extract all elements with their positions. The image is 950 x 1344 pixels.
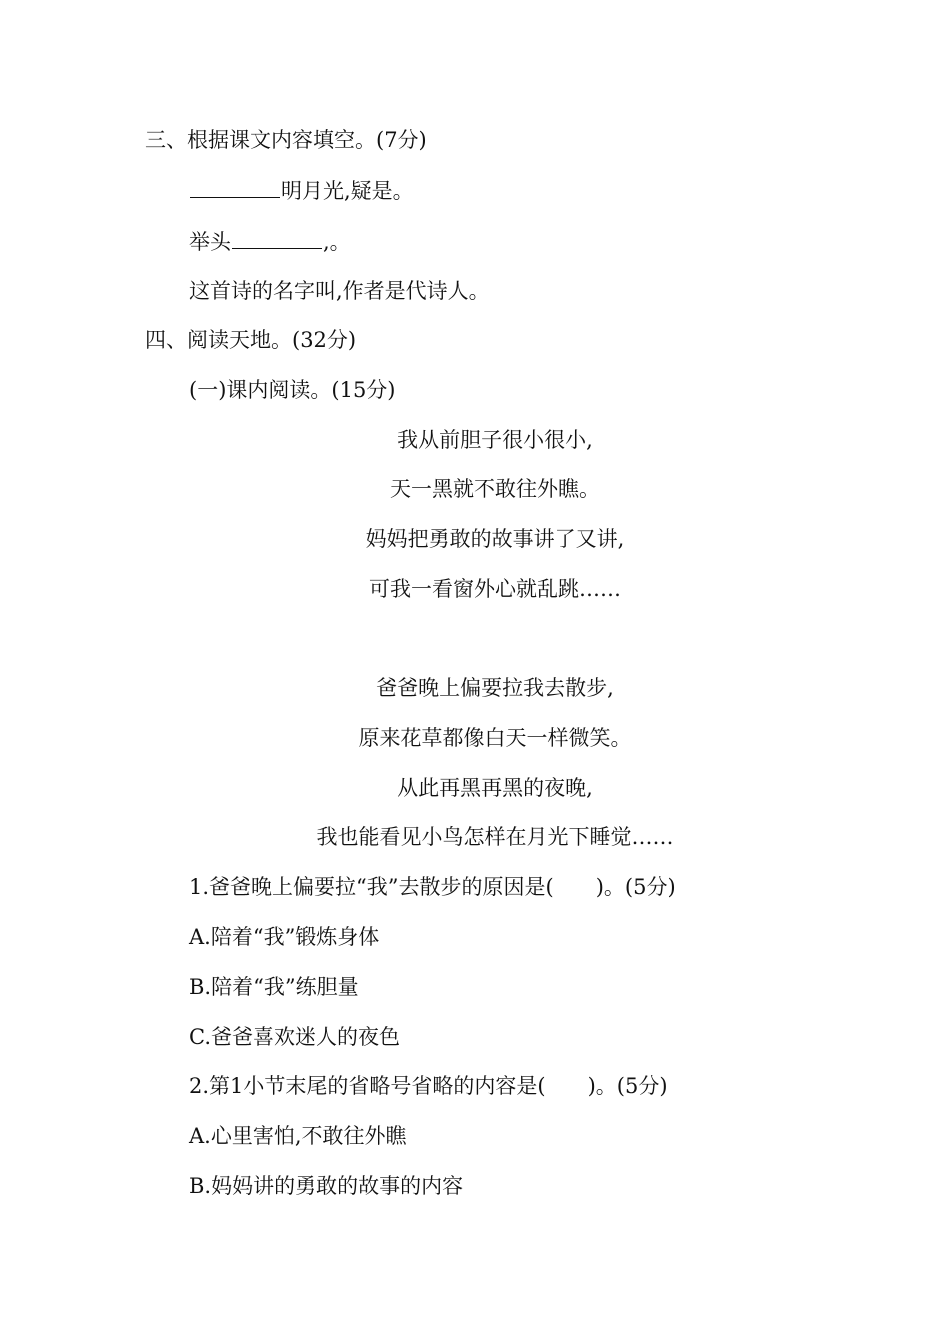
- fill-line-3: 这首诗的名字叫,作者是代诗人。: [189, 279, 490, 303]
- fill-line-2-prefix: 举头: [189, 230, 231, 254]
- section4-sub-heading: (一)课内阅读。(15分): [189, 378, 396, 402]
- poem-line: 天一黑就不敢往外瞧。: [390, 477, 600, 501]
- section3-heading: 三、根据课文内容填空。(7分): [145, 128, 427, 152]
- section4-heading: 四、阅读天地。(32分): [145, 328, 357, 352]
- fill-line-2: [189, 226, 351, 256]
- fill-line-1: [189, 175, 414, 205]
- question-1-stem: 1.爸爸晚上偏要拉“我”去散步的原因是( )。(5分): [189, 875, 676, 899]
- poem-line: 我从前胆子很小很小,: [397, 428, 593, 452]
- question-2-option-a[interactable]: A.心里害怕,不敢往外瞧: [189, 1124, 407, 1148]
- question-2-stem: 2.第1小节末尾的省略号省略的内容是( )。(5分): [189, 1074, 668, 1098]
- question-2-option-b[interactable]: B.妈妈讲的勇敢的故事的内容: [189, 1174, 464, 1198]
- poem-line: 从此再黑再黑的夜晚,: [397, 776, 593, 800]
- answer-blank[interactable]: [190, 175, 280, 198]
- poem-line: 可我一看窗外心就乱跳……: [369, 577, 621, 601]
- question-1-option-c[interactable]: C.爸爸喜欢迷人的夜色: [189, 1025, 400, 1049]
- fill-line-1-text: 明月光,疑是。: [281, 179, 414, 203]
- poem-line: 爸爸晚上偏要拉我去散步,: [376, 676, 614, 700]
- fill-line-2-suffix: ,。: [323, 230, 351, 254]
- question-1-option-a[interactable]: A.陪着“我”锻炼身体: [189, 925, 380, 949]
- answer-blank[interactable]: [232, 226, 322, 249]
- question-1-option-b[interactable]: B.陪着“我”练胆量: [189, 975, 359, 999]
- poem-line: 妈妈把勇敢的故事讲了又讲,: [365, 527, 625, 551]
- poem-line: 原来花草都像白天一样微笑。: [358, 726, 632, 750]
- poem-line: 我也能看见小鸟怎样在月光下睡觉……: [316, 825, 674, 849]
